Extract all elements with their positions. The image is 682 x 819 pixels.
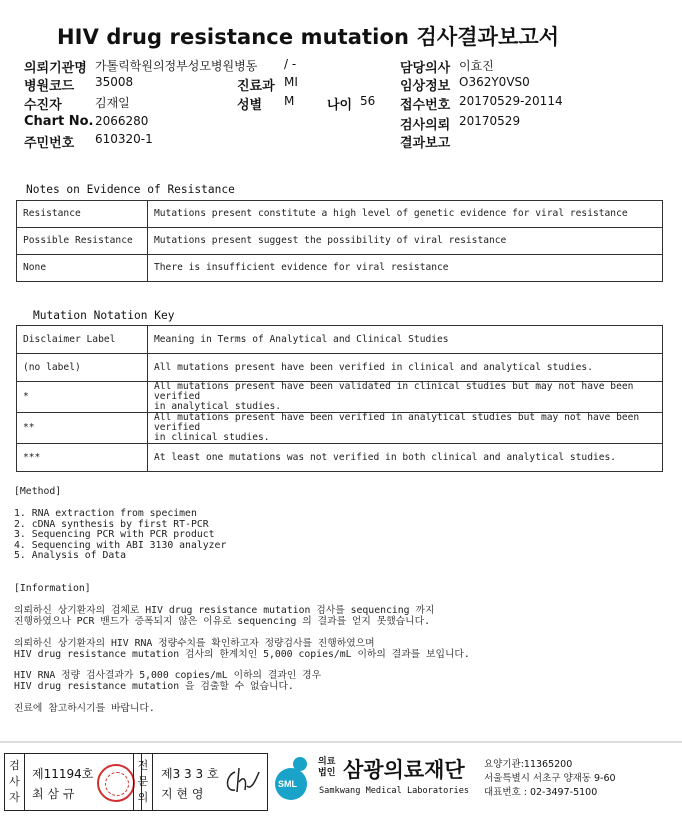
footer-divider bbox=[0, 741, 682, 743]
table-row bbox=[17, 413, 663, 444]
org-info-line: 요양기관:11365200 bbox=[484, 759, 573, 770]
notation-section-title: Mutation Notation Key bbox=[33, 309, 175, 322]
notation-text-line: All mutations present have been verified in clinical and analytical studies. bbox=[154, 361, 593, 373]
table-row bbox=[17, 354, 663, 382]
notation-text bbox=[148, 444, 663, 472]
role-char: 검 bbox=[9, 759, 20, 772]
info-paragraph bbox=[14, 606, 434, 627]
method-step: 3. Sequencing PCR with PCR product bbox=[14, 529, 215, 540]
method-step: 1. RNA extraction from specimen bbox=[14, 508, 197, 519]
label-age: 나이 bbox=[327, 98, 353, 113]
org-name: 삼광의료재단 bbox=[343, 758, 465, 782]
role-char: 자 bbox=[9, 791, 20, 804]
info-line: 의뢰하신 상기환자의 HIV RNA 정량수치를 확인하고자 정량검사를 진행하였으며 bbox=[14, 638, 375, 649]
label-resident-no: 주민번호 bbox=[24, 136, 75, 151]
method-steps bbox=[14, 509, 226, 562]
role-char: 전 bbox=[137, 759, 149, 772]
value-clinical-info: O362Y0VS0 bbox=[459, 75, 530, 89]
info-line: HIV drug resistance mutation 검사의 한계치인 5,000 copies/mL 이하의 결과를 보입니다. bbox=[14, 648, 470, 660]
org-info-line: 서울특별시 서초구 양재동 9-60 bbox=[484, 773, 616, 784]
notation-text-line: in clinical studies. bbox=[154, 432, 270, 443]
method-step: 4. Sequencing with ABI 3130 analyzer bbox=[14, 539, 227, 551]
specialist-license: 제3 3 3 호 bbox=[161, 767, 219, 781]
org-prefix-line: 의료 bbox=[318, 757, 336, 767]
info-line: 진행하였으나 PCR 밴드가 증폭되지 않은 이유로 sequencing 의 결과를 얻지 못했습니다. bbox=[14, 615, 431, 627]
role-char: 사 bbox=[9, 775, 20, 788]
info-line: HIV drug resistance mutation 을 검출할 수 없습니다. bbox=[14, 680, 294, 692]
notation-text-line: All mutations present have been validated in clinical studies but may not have been verified bbox=[154, 381, 634, 402]
value-department: MI bbox=[284, 75, 298, 89]
evidence-text: Mutations present suggest the possibility of viral resistance bbox=[148, 228, 663, 255]
info-paragraph bbox=[14, 704, 155, 715]
method-step: 5. Analysis of Data bbox=[14, 550, 127, 561]
label-department: 진료과 bbox=[237, 79, 275, 94]
notation-text-line: All mutations present have been verified in analytical studies but may not have been verified bbox=[154, 412, 640, 433]
info-paragraph bbox=[14, 639, 470, 660]
method-title: [Method] bbox=[14, 486, 62, 497]
value-hospital-code: 35008 bbox=[95, 75, 134, 89]
label-result-report: 결과보고 bbox=[400, 136, 451, 151]
method-step: 2. cDNA synthesis by first RT-PCR bbox=[14, 518, 209, 530]
specialist-role-label bbox=[133, 754, 153, 810]
tester-license: 제11194호 bbox=[32, 767, 94, 781]
tester-role-label bbox=[5, 754, 25, 810]
notation-header-label: Disclaimer Label bbox=[17, 326, 148, 354]
notation-text bbox=[148, 354, 663, 382]
role-char: 문 bbox=[137, 775, 149, 788]
value-sex: M bbox=[284, 94, 295, 108]
seal-stamp-icon bbox=[97, 764, 135, 802]
specialist-signature-box bbox=[133, 753, 268, 811]
value-resident-no: 610320-1 bbox=[95, 132, 153, 146]
notation-text bbox=[148, 413, 663, 444]
evidence-section-title: Notes on Evidence of Resistance bbox=[26, 183, 235, 196]
specialist-name: 지 현 영 bbox=[161, 787, 204, 801]
notation-text-line: in analytical studies. bbox=[154, 401, 282, 412]
notation-table bbox=[16, 325, 663, 472]
org-info-line: 대표번호 : 02-3497-5100 bbox=[484, 787, 598, 798]
logo-text: SML bbox=[278, 779, 297, 789]
label-receipt-no: 접수번호 bbox=[400, 98, 451, 113]
notation-text bbox=[148, 382, 663, 413]
notation-label: *** bbox=[17, 444, 148, 472]
table-row bbox=[17, 228, 663, 255]
label-doctor: 담당의사 bbox=[400, 61, 451, 76]
table-row bbox=[17, 255, 663, 282]
evidence-table bbox=[16, 200, 663, 282]
evidence-text: Mutations present constitute a high level of genetic evidence for viral resistance bbox=[148, 201, 663, 228]
value-ward: / - bbox=[284, 57, 297, 71]
table-row bbox=[17, 382, 663, 413]
label-patient: 수진자 bbox=[24, 98, 62, 113]
tester-name: 최 삼 규 bbox=[32, 787, 75, 801]
value-institution: 가톨릭학원의정부성모병원병동 bbox=[95, 59, 258, 73]
value-doctor: 이효진 bbox=[459, 59, 494, 73]
evidence-text: There is insufficient evidence for viral resistance bbox=[148, 255, 663, 282]
notation-label: * bbox=[17, 382, 148, 413]
value-request-date: 20170529 bbox=[459, 114, 521, 128]
notation-label: (no label) bbox=[17, 354, 148, 382]
label-hospital-code: 병원코드 bbox=[24, 79, 75, 94]
org-english-name: Samkwang Medical Laboratories bbox=[319, 786, 470, 796]
info-line: HIV RNA 정량 검사결과가 5,000 copies/mL 이하의 결과인 경우 bbox=[14, 670, 322, 681]
notation-text-line: At least one mutations was not verified in both clinical and analytical studies. bbox=[154, 451, 617, 463]
label-institution: 의뢰기관명 bbox=[24, 61, 87, 76]
info-paragraph bbox=[14, 671, 321, 692]
org-info bbox=[484, 758, 616, 800]
tester-signature-box bbox=[4, 753, 142, 811]
value-chart-no: 2066280 bbox=[95, 114, 149, 128]
evidence-label: None bbox=[17, 255, 148, 282]
value-age: 56 bbox=[360, 94, 376, 108]
value-receipt-no: 20170529-20114 bbox=[459, 94, 563, 108]
org-prefix bbox=[318, 757, 335, 779]
evidence-label: Possible Resistance bbox=[17, 228, 148, 255]
table-row bbox=[17, 201, 663, 228]
info-line: 진료에 참고하시기를 바랍니다. bbox=[14, 703, 155, 714]
notation-label: ** bbox=[17, 413, 148, 444]
label-request-date: 검사의뢰 bbox=[400, 118, 451, 133]
notation-header-text: Meaning in Terms of Analytical and Clinical Studies bbox=[148, 326, 663, 354]
org-prefix-line: 법인 bbox=[318, 768, 336, 778]
evidence-label: Resistance bbox=[17, 201, 148, 228]
table-row bbox=[17, 444, 663, 472]
label-clinical-info: 임상정보 bbox=[400, 79, 451, 94]
info-line: 의뢰하신 상기환자의 검체로 HIV drug resistance mutation 검사를 sequencing 까지 bbox=[14, 605, 435, 616]
signature-icon bbox=[221, 764, 261, 798]
role-char: 의 bbox=[137, 791, 149, 804]
table-row bbox=[17, 326, 663, 354]
label-chart-no: Chart No. bbox=[24, 114, 94, 129]
value-patient: 김재일 bbox=[95, 96, 130, 110]
report-title: HIV drug resistance mutation 검사결과보고서 bbox=[57, 25, 560, 49]
label-sex: 성별 bbox=[237, 98, 263, 113]
information-title: [Information] bbox=[14, 583, 91, 594]
